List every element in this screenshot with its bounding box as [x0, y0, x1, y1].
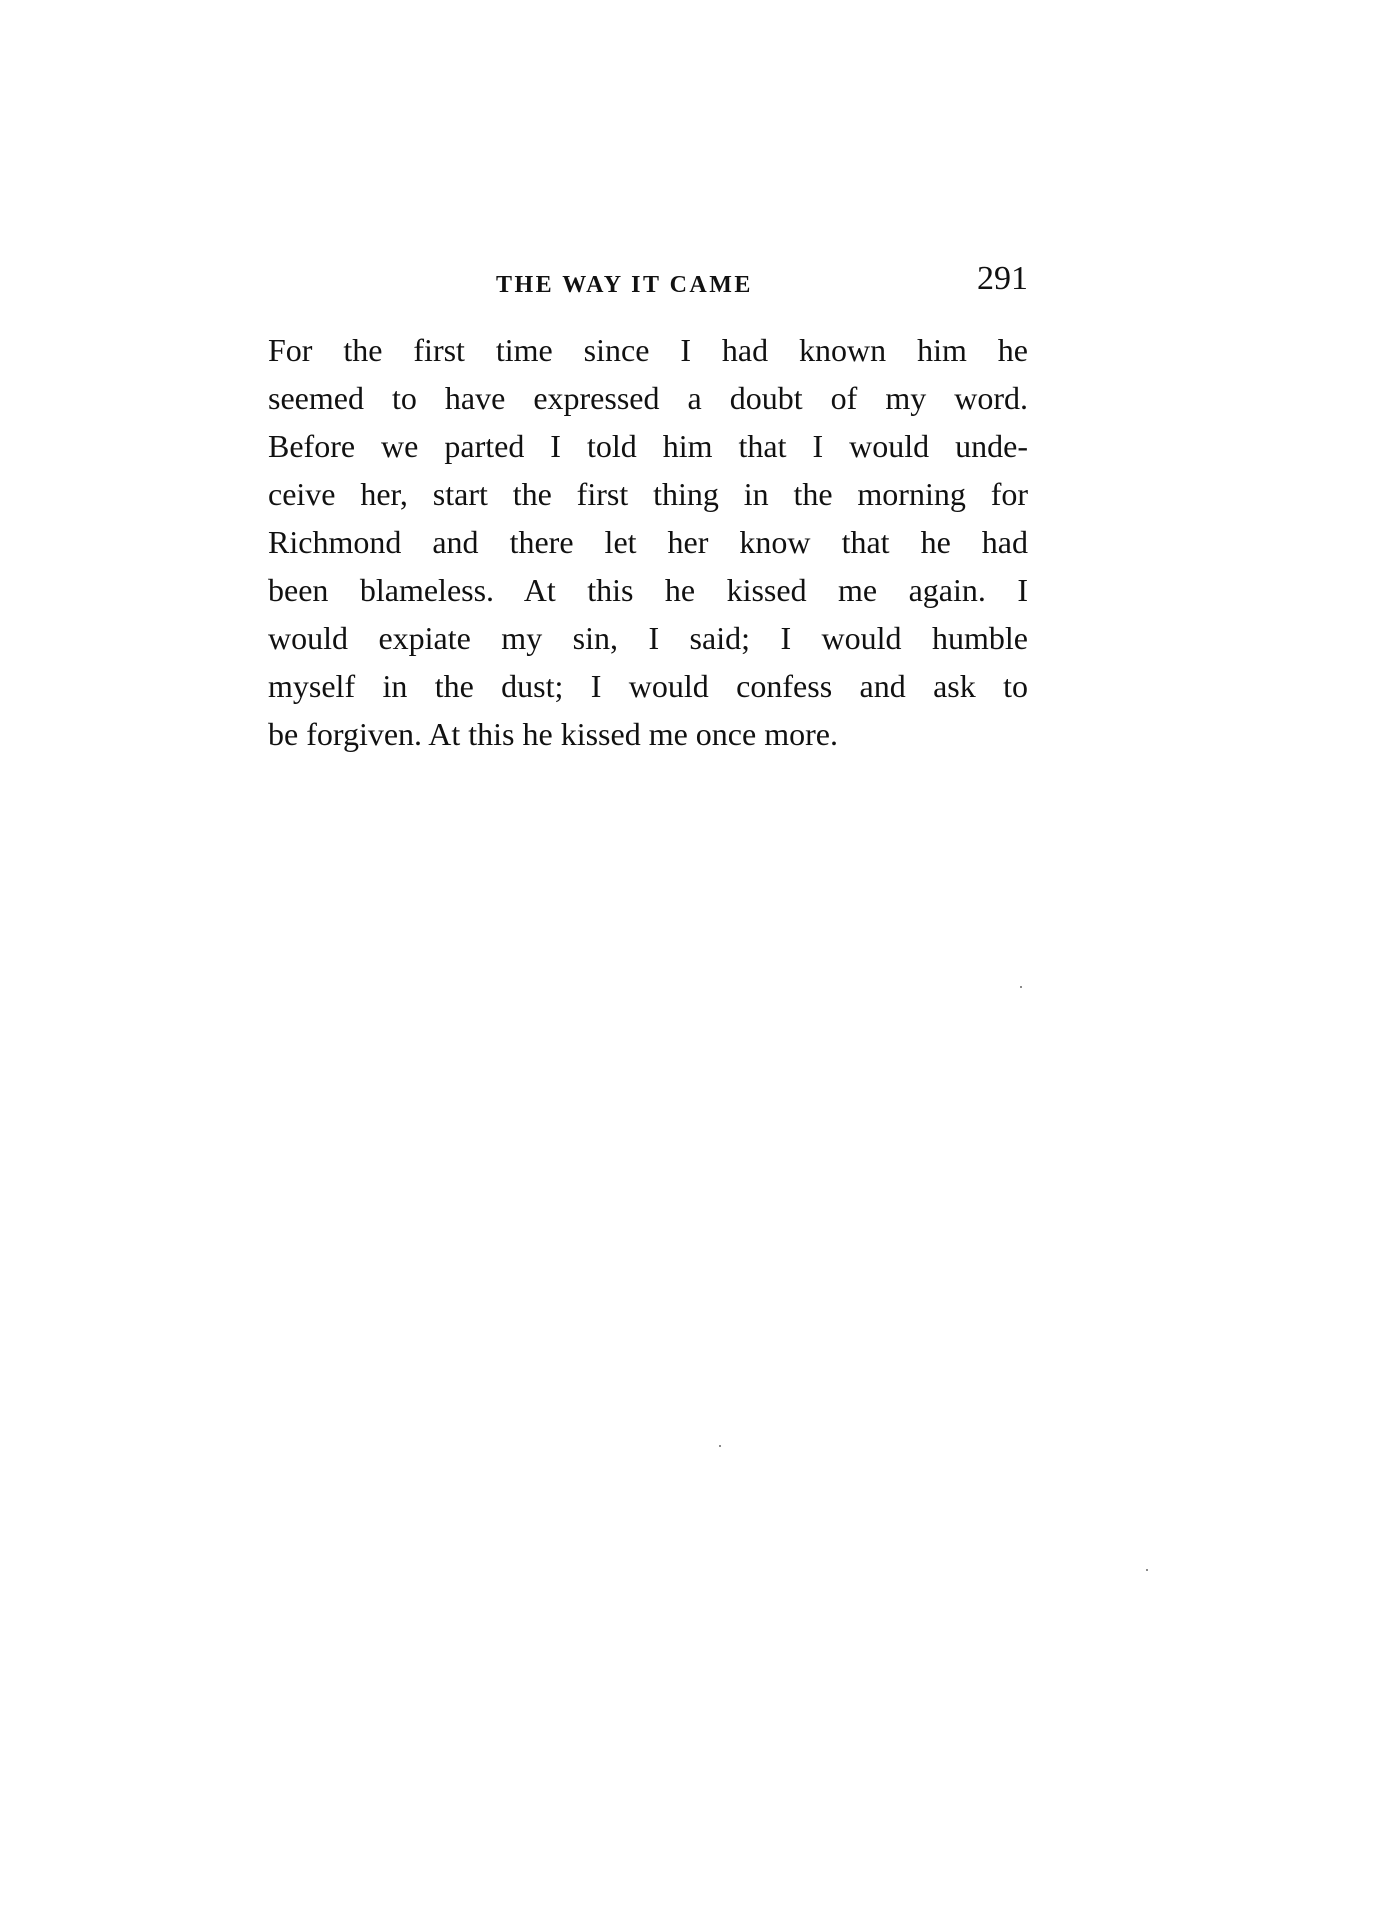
running-head [268, 260, 1028, 310]
scan-speck [1146, 1569, 1148, 1571]
text-line: Richmond and there let her know that he had [268, 524, 1028, 560]
text-line: seemed to have expressed a doubt of my word. [268, 380, 1028, 416]
text-line: Before we parted I told him that I would unde- [268, 428, 1028, 464]
running-title: THE WAY IT CAME [496, 272, 753, 298]
text-line: would expiate my sin, I said; I would humble [268, 620, 1028, 656]
page-number: 291 [977, 260, 1028, 297]
text-line: ceive her, start the first thing in the morning for [268, 476, 1028, 512]
scan-speck [719, 1445, 721, 1447]
text-line: be forgiven. At this he kissed me once more. [268, 716, 838, 752]
text-line: been blameless. At this he kissed me again. I [268, 572, 1028, 608]
text-line: myself in the dust; I would confess and ask to [268, 668, 1028, 704]
body-text [268, 326, 1028, 758]
scan-speck [1020, 986, 1022, 988]
text-line: For the first time since I had known him he [268, 332, 1028, 368]
